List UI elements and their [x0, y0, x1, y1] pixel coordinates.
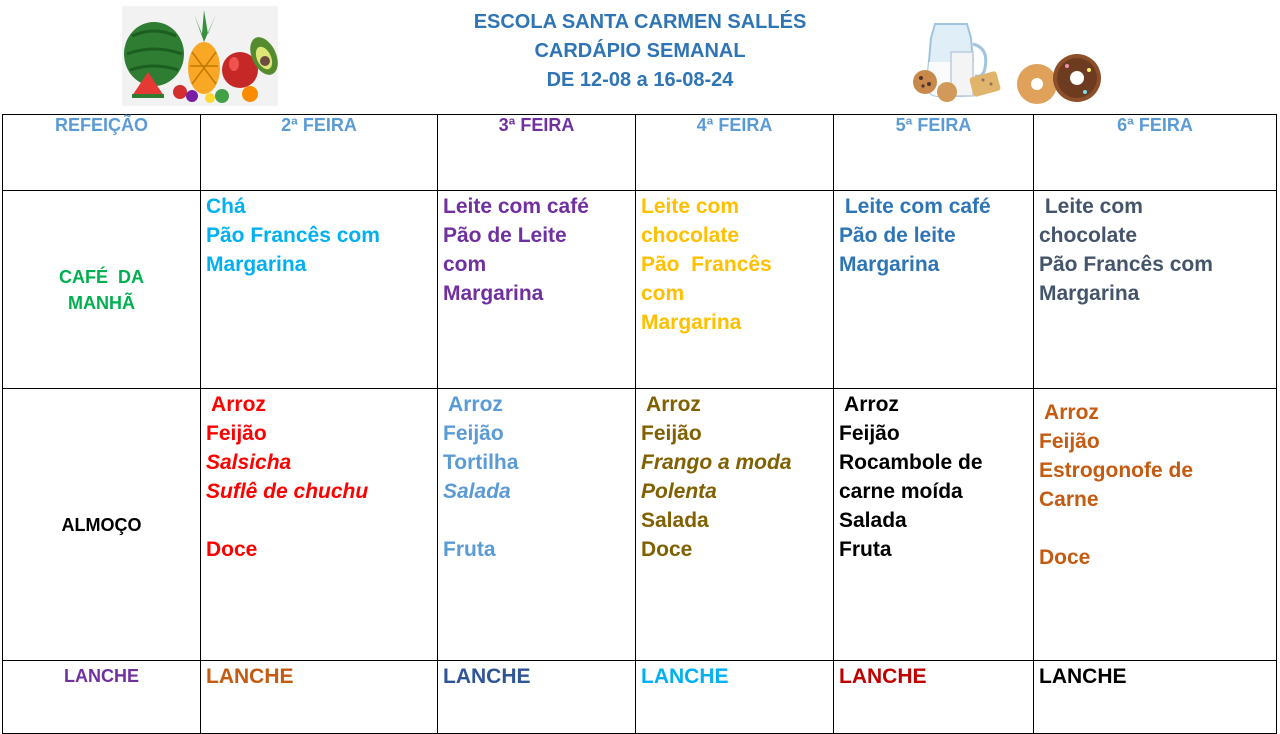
menu-item: Margarina [1039, 282, 1140, 305]
menu-item: Leite com café [839, 195, 991, 218]
menu-item: Margarina [641, 311, 742, 334]
menu-item: chocolate [1039, 224, 1138, 247]
menu-item: Feijão [1039, 430, 1100, 453]
lunch-monday [201, 389, 438, 661]
school-name: ESCOLA SANTA CARMEN SALLÉS [473, 11, 807, 33]
menu-item: Tortilha [443, 451, 519, 474]
menu-item: Pão Francês [641, 253, 772, 276]
menu-item: Feijão [839, 422, 900, 445]
menu-item: carne moída [839, 480, 963, 503]
menu-item: Pão Francês com [206, 224, 380, 247]
breakfast-label-line: CAFÉ DA [59, 266, 144, 287]
menu-item: Frango a moda [641, 451, 792, 474]
monday-header: 2ª FEIRA [201, 115, 438, 191]
friday-header: 6ª FEIRA [1034, 115, 1277, 191]
breakfast-monday [201, 191, 438, 389]
menu-item: Leite com [1039, 195, 1143, 218]
menu-item: Rocambole de [839, 451, 983, 474]
menu-item: Feijão [443, 422, 504, 445]
lunch-friday [1034, 389, 1277, 661]
menu-item: Salada [443, 480, 511, 503]
snack-row [3, 661, 1277, 734]
menu-item: Feijão [641, 422, 702, 445]
lunch-wednesday [636, 389, 834, 661]
breakfast-friday [1034, 191, 1277, 389]
menu-item: Arroz [839, 393, 899, 416]
menu-item: Fruta [839, 538, 892, 561]
breakfast-tuesday [438, 191, 636, 389]
breakfast-label-line: MANHÃ [68, 292, 135, 313]
snack-monday: LANCHE [201, 661, 438, 734]
menu-item: com [443, 253, 487, 276]
lunch-tuesday [438, 389, 636, 661]
breakfast-row [3, 191, 1277, 389]
lunch-label: ALMOÇO [3, 389, 201, 661]
menu-item: Polenta [641, 480, 717, 503]
snack-wednesday: LANCHE [636, 661, 834, 734]
menu-item: Margarina [443, 282, 544, 305]
menu-item: Pão de leite [839, 224, 956, 247]
menu-item: Doce [206, 538, 258, 561]
spacer [1039, 514, 1276, 543]
menu-item: Doce [1039, 546, 1091, 569]
weekly-menu-table [2, 114, 1277, 734]
menu-item: Feijão [206, 422, 267, 445]
meal-column-header: REFEIÇÃO [3, 115, 201, 191]
menu-item: Chá [206, 195, 246, 218]
menu-item: Fruta [443, 538, 496, 561]
tuesday-header: 3ª FEIRA [438, 115, 636, 191]
menu-item: Arroz [1039, 401, 1099, 424]
table-header-row [3, 115, 1277, 191]
menu-item: Margarina [839, 253, 940, 276]
menu-item: Arroz [443, 393, 503, 416]
menu-item: Leite com [641, 195, 740, 218]
snack-tuesday: LANCHE [438, 661, 636, 734]
lunch-thursday [834, 389, 1034, 661]
snack-label: LANCHE [3, 661, 201, 734]
breakfast-wednesday [636, 191, 834, 389]
menu-item: Pão de Leite [443, 224, 567, 247]
milk-cookies-donuts-illustration [905, 14, 1115, 114]
menu-item: Pão Francês com [1039, 253, 1213, 276]
menu-item: Suflê de chuchu [206, 480, 369, 503]
spacer [206, 506, 437, 535]
menu-title: CARDÁPIO SEMANAL [534, 40, 746, 62]
menu-item: Leite com café [443, 195, 589, 218]
breakfast-label [3, 191, 201, 389]
date-range: DE 12-08 a 16-08-24 [546, 69, 734, 91]
menu-item: chocolate [641, 224, 740, 247]
thursday-header: 5ª FEIRA [834, 115, 1034, 191]
menu-item: Margarina [206, 253, 307, 276]
menu-item: com [641, 282, 685, 305]
spacer [443, 506, 635, 535]
menu-item: Carne [1039, 488, 1099, 511]
wednesday-header: 4ª FEIRA [636, 115, 834, 191]
menu-item: Estrogonofe de [1039, 459, 1194, 482]
breakfast-thursday [834, 191, 1034, 389]
menu-item: Salsicha [206, 451, 292, 474]
fruits-illustration [122, 6, 278, 106]
menu-item: Salada [641, 509, 709, 532]
lunch-row [3, 389, 1277, 661]
snack-thursday: LANCHE [834, 661, 1034, 734]
menu-item: Salada [839, 509, 907, 532]
menu-item: Arroz [206, 393, 266, 416]
snack-friday: LANCHE [1034, 661, 1277, 734]
menu-item: Arroz [641, 393, 701, 416]
menu-item: Doce [641, 538, 693, 561]
